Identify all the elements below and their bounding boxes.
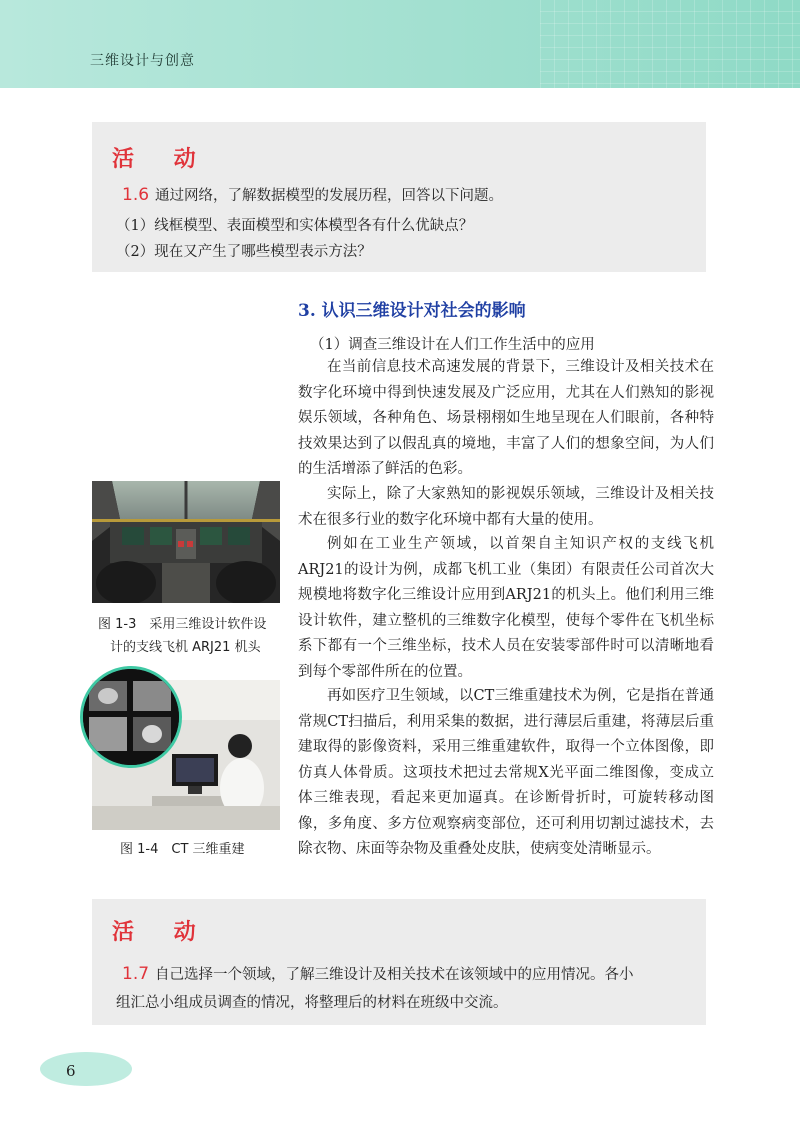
paragraph-1-text: 在当前信息技术高速发展的背景下，三维设计及相关技术在数字化环境中得到快速发展及广泛应用，尤其在人们熟知的影视娱乐领域，各种角色、场景栩栩如生地呈现在人们眼前，各种特技效果达到了以假乱真的境地，丰富了人们的想象空间，为人们的生活增添了鲜活的色彩。 <box>298 359 714 477</box>
paragraph-4 <box>298 684 714 863</box>
activity-box-1 <box>92 122 706 272</box>
paragraph-2 <box>298 482 714 533</box>
activity-title: 活 动 <box>112 920 212 945</box>
activity-text: 通过网络，了解数据模型的发展历程，回答以下问题。 <box>155 188 504 204</box>
section-subtitle: （1）调查三维设计在人们工作生活中的应用 <box>310 337 595 353</box>
activity-box-2 <box>92 899 706 1025</box>
paragraph-4-text: 再如医疗卫生领域，以CT三维重建技术为例，它是指在普通常规CT扫描后，利用采集的数据，进行薄层后重建，将薄层后重建取得的影像资料，采用三维重建软件，取得一个立体图像，即仿真人体骨质。这项技术把过去常规X光平面二维图像，变成立体三维表现，看起来更加逼真。在诊断骨折时，可旋转移动图像，多角度、多方位观察病变部位，还可利用切割过滤技术，去除衣物、床面等杂物及重叠处皮肤，使病变处清晰显示。 <box>298 688 714 857</box>
activity-title: 活 动 <box>112 147 212 172</box>
page-number-badge <box>40 1052 132 1086</box>
activity-number: 1.7 <box>122 964 150 984</box>
figure-1-3-caption-line-1: 图 1-3 采用三维设计软件设 <box>98 617 267 632</box>
activity-number: 1.6 <box>122 185 150 205</box>
paragraph-3-text: 例如在工业生产领域，以首架自主知识产权的支线飞机ARJ21的设计为例，成都飞机工业（集团）有限责任公司首次大规模地将数字化三维设计应用到ARJ21的机头上。他们利用三维设计软件，建立整机的三维数字化模型，使每个零件在飞机坐标系下都有一个三维坐标，技术人员在安装零部件时可以清晰地看到每个零部件所在的位置。 <box>298 536 714 680</box>
section-title: 3. 认识三维设计对社会的影响 <box>298 301 526 321</box>
figure-1-4-caption: 图 1-4 CT 三维重建 <box>120 842 245 857</box>
activity-text-line-1 <box>122 963 634 984</box>
paragraph-3 <box>298 532 714 685</box>
cockpit-illustration <box>92 481 280 603</box>
activity-question-2: （2）现在又产生了哪些模型表示方法？ <box>116 244 372 260</box>
activity-text-line-2: 组汇总小组成员调查的情况，将整理后的材料在班级中交流。 <box>116 995 508 1011</box>
paragraph-1 <box>298 355 714 483</box>
activity-text: 自己选择一个领域，了解三维设计及相关技术在该领域中的应用情况。各小 <box>155 967 634 983</box>
activity-question-line <box>122 184 503 205</box>
page-number: 6 <box>66 1062 76 1080</box>
ct-inset-circle <box>80 666 182 768</box>
page-header-band <box>0 0 800 88</box>
ct-scan-icon <box>83 669 179 765</box>
book-title: 三维设计与创意 <box>90 53 195 69</box>
paragraph-2-text: 实际上，除了大家熟知的影视娱乐领域，三维设计及相关技术在很多行业的数字化环境中都有大量的使用。 <box>298 486 714 528</box>
figure-1-3-caption-line-2: 计的支线飞机 ARJ21 机头 <box>110 640 261 655</box>
figure-cockpit-image <box>92 481 280 603</box>
activity-question-1: （1）线框模型、表面模型和实体模型各有什么优缺点？ <box>116 218 474 234</box>
